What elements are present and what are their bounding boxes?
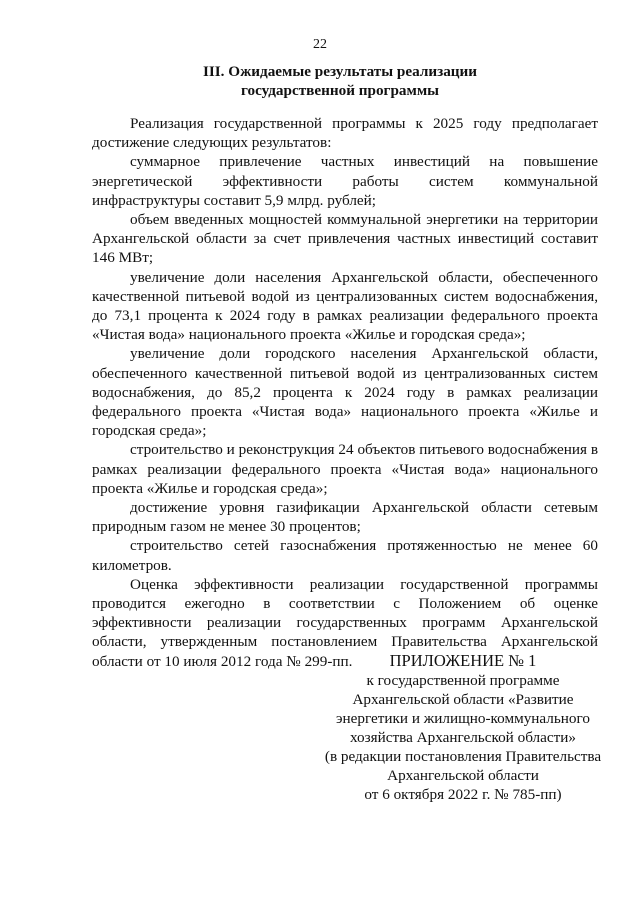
appendix-heading: ПРИЛОЖЕНИЕ № 1: [389, 651, 537, 670]
appendix-line: хозяйства Архангельской области»: [350, 729, 576, 746]
appendix-block: [300, 650, 626, 804]
appendix-line: Архангельской области «Развитие: [352, 691, 574, 708]
paragraph: строительство сетей газоснабжения протяженностью не менее 60 километров.: [92, 537, 598, 574]
paragraph: суммарное привлечение частных инвестиций на повышение энергетической эффективности работы систем коммунальной инфраструктуры составит 5,9 млрд. рублей;: [92, 153, 598, 209]
appendix-line: от 6 октября 2022 г. № 785-пп): [364, 786, 562, 803]
section-title-line: государственной программы: [240, 82, 440, 99]
page-number: 22: [313, 37, 327, 52]
appendix-line: к государственной программе: [366, 672, 560, 689]
paragraph: увеличение доли городского населения Архангельской области, обеспеченного качественной питьевой водой из централизованных систем водоснабжения, до 85,2 процента к 2024 году в рамках реализации федерального проекта «Чистая вода» национального проекта «Жилье и городская среда»;: [92, 345, 598, 440]
appendix-line: энергетики и жилищно-коммунального: [336, 710, 590, 727]
paragraph: Реализация государственной программы к 2025 году предполагает достижение следующих результатов:: [92, 115, 598, 152]
paragraph: Оценка эффективности реализации государственной программы проводится ежегодно в соответствии с Положением об оценке эффективности реализации государственных программ Архангельской области, утвержденным постановлением Правительства Архангельской области от 10 июля 2012 года № 299-пп.: [92, 575, 598, 670]
section-title-line: III. Ожидаемые результаты реализации: [202, 63, 478, 80]
section-title: [60, 62, 620, 100]
paragraph: объем введенных мощностей коммунальной энергетики на территории Архангельской области за счет привлечения частных инвестиций составит 146 МВт;: [92, 211, 598, 267]
body-text: [92, 114, 598, 671]
appendix-line: Архангельской области: [387, 767, 539, 784]
appendix-line: (в редакции постановления Правительства: [324, 748, 602, 765]
paragraph: строительство и реконструкция 24 объектов питьевого водоснабжения в рамках реализации федерального проекта «Чистая вода» национального проекта «Жилье и городская среда»;: [92, 441, 598, 497]
paragraph: увеличение доли населения Архангельской области, обеспеченного качественной питьевой водой из централизованных систем водоснабжения, до 73,1 процента к 2024 году в рамках реализации федерального проекта «Чистая вода» национального проекта «Жилье и городская среда»;: [92, 268, 598, 344]
paragraph: достижение уровня газификации Архангельской области сетевым природным газом не менее 30 процентов;: [92, 499, 598, 536]
